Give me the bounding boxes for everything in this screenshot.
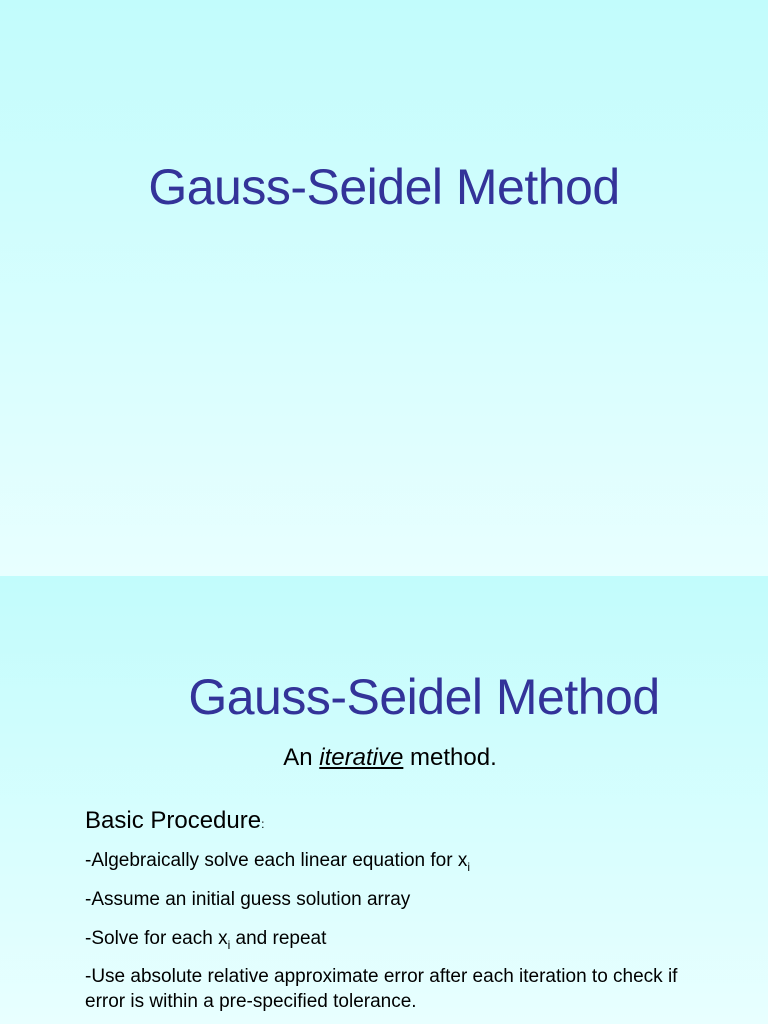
bullet-1-text: -Algebraically solve each linear equation for x xyxy=(85,850,468,871)
bullet-4-text: -Use absolute relative approximate error after each iteration to check if error is within a pre-specified tolerance. xyxy=(85,966,678,1012)
slide-2-title: Gauss-Seidel Method xyxy=(188,669,660,725)
subtitle-after: method. xyxy=(403,744,497,771)
subtitle-emphasis: iterative xyxy=(319,744,404,771)
bullet-3-before: -Solve for each x xyxy=(85,928,228,949)
slide-2-subtitle xyxy=(0,744,768,772)
procedure-heading-colon: : xyxy=(261,817,265,831)
bullet-item-1 xyxy=(85,848,685,880)
slide-2 xyxy=(0,576,768,1024)
bullet-2-text: -Assume an initial guess solution array xyxy=(85,889,411,910)
bullet-3-subscript: i xyxy=(227,937,231,952)
procedure-heading-text: Basic Procedure xyxy=(85,807,262,834)
subtitle-before: An xyxy=(283,744,320,771)
bullet-item-2 xyxy=(85,887,685,912)
slide-1-title: Gauss-Seidel Method xyxy=(148,159,620,215)
bullet-item-4 xyxy=(85,964,685,1014)
bullet-3-after: and repeat xyxy=(230,928,327,949)
bullet-1-subscript: i xyxy=(467,859,470,874)
bullet-item-3 xyxy=(85,926,685,958)
procedure-heading xyxy=(85,807,264,835)
